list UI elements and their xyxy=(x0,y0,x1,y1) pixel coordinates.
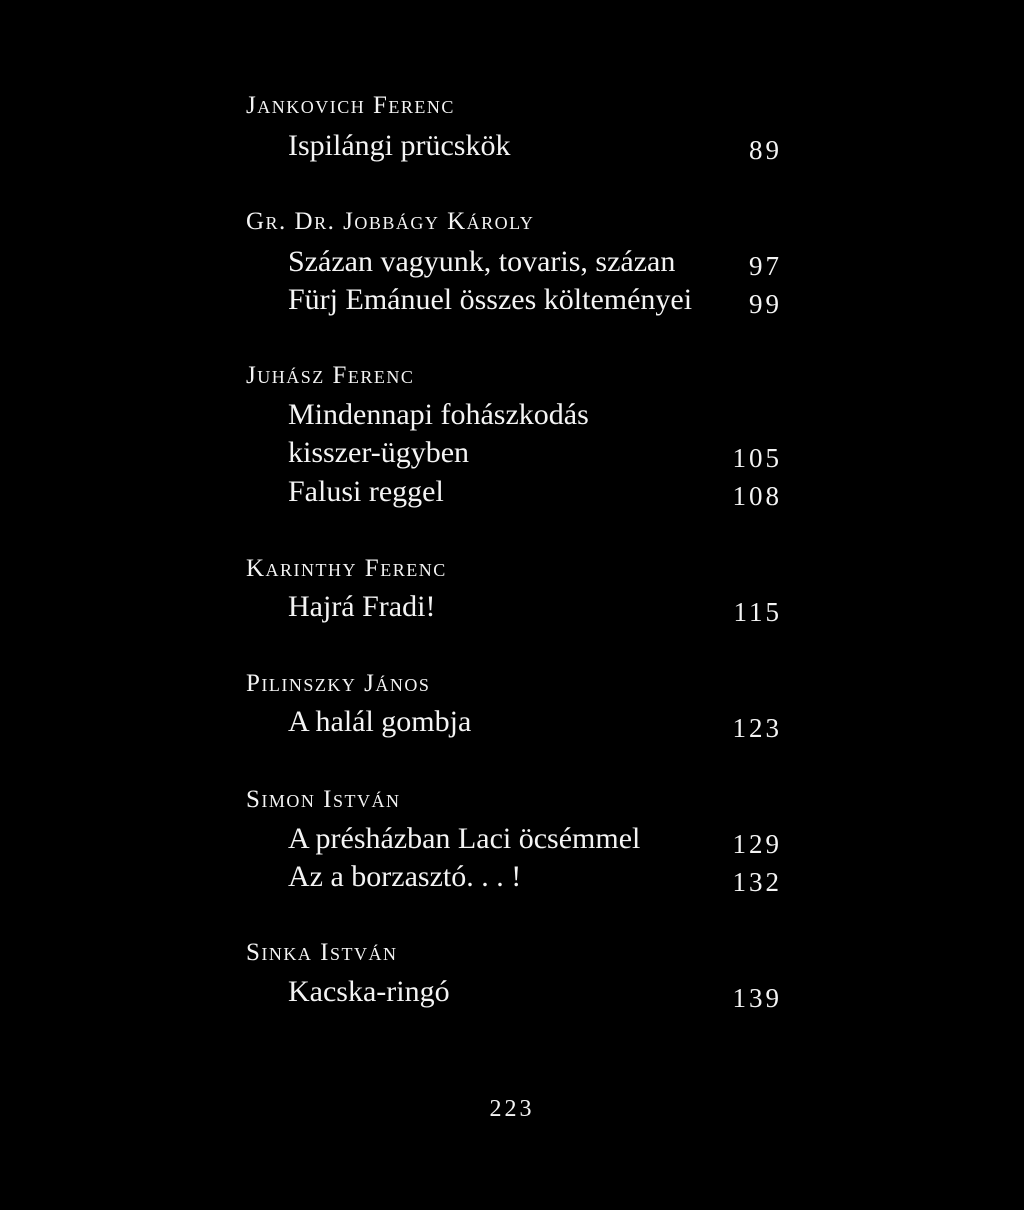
author-heading: Pilinszky János xyxy=(246,670,431,697)
entry-title: A présházban Laci öcsémmel xyxy=(288,822,641,855)
entry-page-number: 132 xyxy=(732,867,782,897)
entry-title: Az a borzasztó. . . ! xyxy=(288,860,522,893)
author-heading: Karinthy Ferenc xyxy=(246,555,447,582)
author-heading: Gr. Dr. Jobbágy Károly xyxy=(246,208,535,235)
entry-title: Mindennapi fohászkodás xyxy=(288,398,589,431)
entry-page-number: 115 xyxy=(733,597,782,627)
entry-page-number: 105 xyxy=(732,443,782,473)
author-heading: Juhász Ferenc xyxy=(246,362,415,389)
entry-title-continuation: kisszer-ügyben xyxy=(288,436,470,469)
author-heading: Sinka István xyxy=(246,939,398,966)
entry-title: A halál gombja xyxy=(288,705,472,738)
entry-title: Fürj Emánuel összes költeményei xyxy=(288,283,693,316)
author-heading: Jankovich Ferenc xyxy=(246,92,455,119)
entry-title: Kacska-ringó xyxy=(288,975,450,1008)
entry-page-number: 108 xyxy=(732,481,782,511)
entry-page-number: 129 xyxy=(732,829,782,859)
entry-page-number: 123 xyxy=(732,713,782,743)
entry-page-number: 99 xyxy=(749,289,782,319)
entry-page-number: 89 xyxy=(749,135,782,165)
entry-page-number: 97 xyxy=(749,251,782,281)
author-heading: Simon István xyxy=(246,786,401,813)
page-number-folio: 223 xyxy=(489,1096,535,1122)
entry-page-number: 139 xyxy=(732,983,782,1013)
entry-title: Hajrá Fradi! xyxy=(288,590,436,623)
entry-title: Ispilángi prücskök xyxy=(288,129,511,162)
entry-title: Falusi reggel xyxy=(288,475,444,508)
entry-title: Százan vagyunk, tovaris, százan xyxy=(288,245,676,278)
